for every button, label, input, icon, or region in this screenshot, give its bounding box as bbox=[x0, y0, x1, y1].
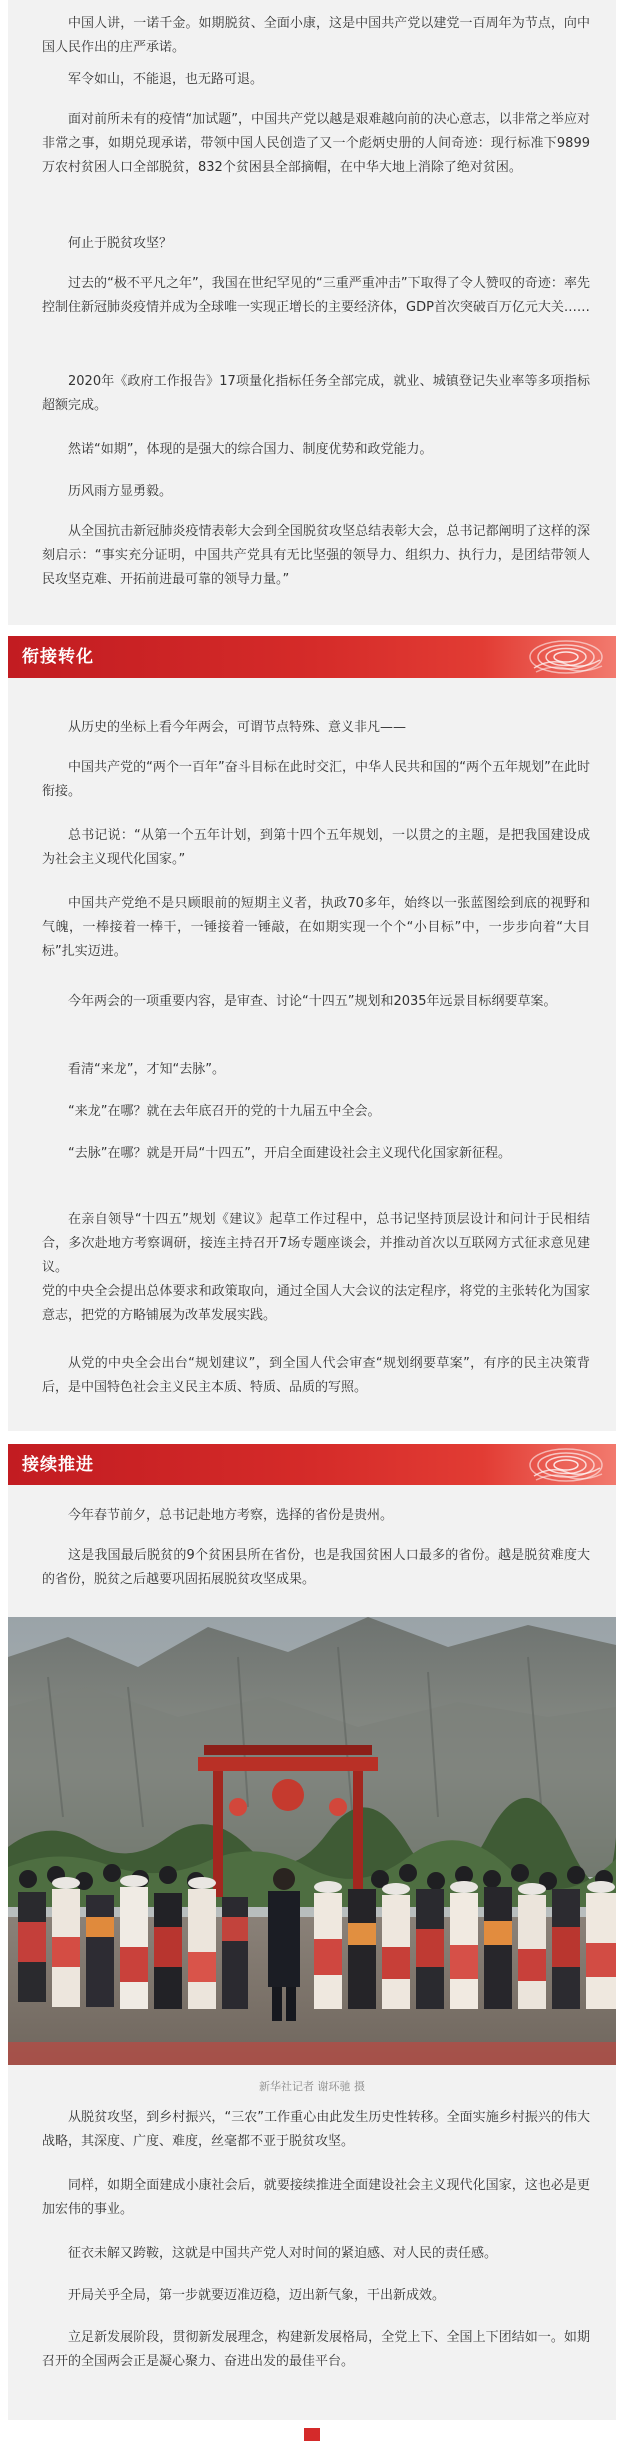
photo-caption: 新华社记者 谢环驰 摄 bbox=[259, 2080, 365, 2093]
section-header-bar bbox=[8, 636, 616, 678]
paragraph: 何止于脱贫攻坚？ bbox=[68, 236, 173, 251]
paragraph: 军令如山，不能退，也无路可退。 bbox=[68, 72, 264, 87]
news-photo bbox=[8, 1617, 616, 2065]
paragraph: 2020年《政府工作报告》17项量化指标任务全部完成，就业、城镇登记失业率等多项指标超额完成。 bbox=[42, 374, 590, 413]
section-title: 接续推进 bbox=[22, 1455, 94, 1475]
paragraph: 征衣未解又跨鞍，这就是中国共产党人对时间的紧迫感、对人民的责任感。 bbox=[68, 2246, 498, 2261]
decorative-wave-emblem-icon bbox=[504, 1446, 604, 1484]
paragraph: 看清“来龙”，才知“去脉”。 bbox=[68, 1062, 225, 1077]
bottom-divider-mark bbox=[304, 2428, 320, 2441]
paragraph: 立足新发展阶段，贯彻新发展理念，构建新发展格局，全党上下、全国上下团结如一。如期召开的全国两会正是凝心聚力、奋进出发的最佳平台。 bbox=[42, 2330, 590, 2369]
paragraph: 这是我国最后脱贫的9个贫困县所在省份，也是我国贫困人口最多的省份。越是脱贫难度大的省份，脱贫之后越要巩固拓展脱贫攻坚成果。 bbox=[42, 1548, 590, 1587]
paragraph: 今年春节前夕，总书记赴地方考察，选择的省份是贵州。 bbox=[68, 1508, 394, 1523]
paragraph: 今年两会的一项重要内容，是审查、讨论“十四五”规划和2035年远景目标纲要草案。 bbox=[68, 994, 557, 1009]
paragraph: 从历史的坐标上看今年两会，可谓节点特殊、意义非凡—— bbox=[68, 720, 407, 735]
photo-illustration bbox=[8, 1617, 616, 2065]
paragraph: 过去的“极不平凡之年”，我国在世纪罕见的“三重严重冲击”下取得了令人赞叹的奇迹：率先控制住新冠肺炎疫情并成为全球唯一实现正增长的主要经济体，GDP首次突破百万亿元大关…… bbox=[42, 276, 590, 315]
paragraph: 同样，如期全面建成小康社会后，就要接续推进全面建设社会主义现代化国家，这也必是更加宏伟的事业。 bbox=[42, 2178, 590, 2217]
decorative-wave-emblem-icon bbox=[504, 638, 604, 676]
paragraph: 中国人讲，一诺千金。如期脱贫、全面小康，这是中国共产党以建党一百周年为节点，向中国人民作出的庄严承诺。 bbox=[42, 16, 590, 55]
paragraph: 从党的中央全会出台“规划建议”，到全国人代会审查“规划纲要草案”，有序的民主决策背后，是中国特色社会主义民主本质、特质、品质的写照。 bbox=[42, 1356, 590, 1395]
paragraph: 开局关乎全局，第一步就要迈准迈稳，迈出新气象，干出新成效。 bbox=[68, 2288, 446, 2303]
paragraph: “来龙”在哪？就在去年底召开的党的十九届五中全会。 bbox=[68, 1104, 381, 1119]
paragraph: “去脉”在哪？就是开局“十四五”，开启全面建设社会主义现代化国家新征程。 bbox=[68, 1146, 511, 1161]
paragraph: 中国共产党绝不是只顾眼前的短期主义者，执政70多年，始终以一张蓝图绘到底的视野和气魄，一棒接着一棒干，一锤接着一锤敲，在如期实现一个个“小目标”中，一步步向着“大目标”扎实迈进。 bbox=[42, 896, 590, 959]
paragraph: 党的中央全会提出总体要求和政策取向，通过全国人大会议的法定程序，将党的主张转化为国家意志，把党的方略铺展为改革发展实践。 bbox=[42, 1284, 590, 1323]
paragraph: 中国共产党的“两个一百年”奋斗目标在此时交汇，中华人民共和国的“两个五年规划”在此时衔接。 bbox=[42, 760, 590, 799]
paragraph: 从脱贫攻坚，到乡村振兴，“三农”工作重心由此发生历史性转移。全面实施乡村振兴的伟大战略，其深度、广度、难度，丝毫都不亚于脱贫攻坚。 bbox=[42, 2110, 590, 2149]
paragraph: 历风雨方显勇毅。 bbox=[68, 484, 173, 499]
paragraph: 从全国抗击新冠肺炎疫情表彰大会到全国脱贫攻坚总结表彰大会，总书记都阐明了这样的深刻启示：“事实充分证明，中国共产党具有无比坚强的领导力、组织力、执行力，是团结带领人民攻坚克难、开拓前进最可靠的领导力量。” bbox=[42, 524, 590, 587]
paragraph: 面对前所未有的疫情“加试题”，中国共产党以越是艰难越向前的决心意志，以非常之举应对非常之事，如期兑现承诺，带领中国人民创造了又一个彪炳史册的人间奇迹：现行标准下9899万农村贫困人口全部脱贫，832个贫困县全部摘帽，在中华大地上消除了绝对贫困。 bbox=[42, 112, 590, 175]
paragraph: 总书记说：“从第一个五年计划，到第十四个五年规划，一以贯之的主题，是把我国建设成为社会主义现代化国家。” bbox=[42, 828, 590, 867]
section-title: 衔接转化 bbox=[22, 647, 94, 667]
paragraph: 在亲自领导“十四五”规划《建议》起草工作过程中，总书记坚持顶层设计和问计于民相结合，多次赴地方考察调研，接连主持召开7场专题座谈会，并推动首次以互联网方式征求意见建议。 bbox=[42, 1212, 590, 1275]
section-header-bar bbox=[8, 1444, 616, 1486]
paragraph: 然诺“如期”，体现的是强大的综合国力、制度优势和政党能力。 bbox=[68, 442, 433, 457]
